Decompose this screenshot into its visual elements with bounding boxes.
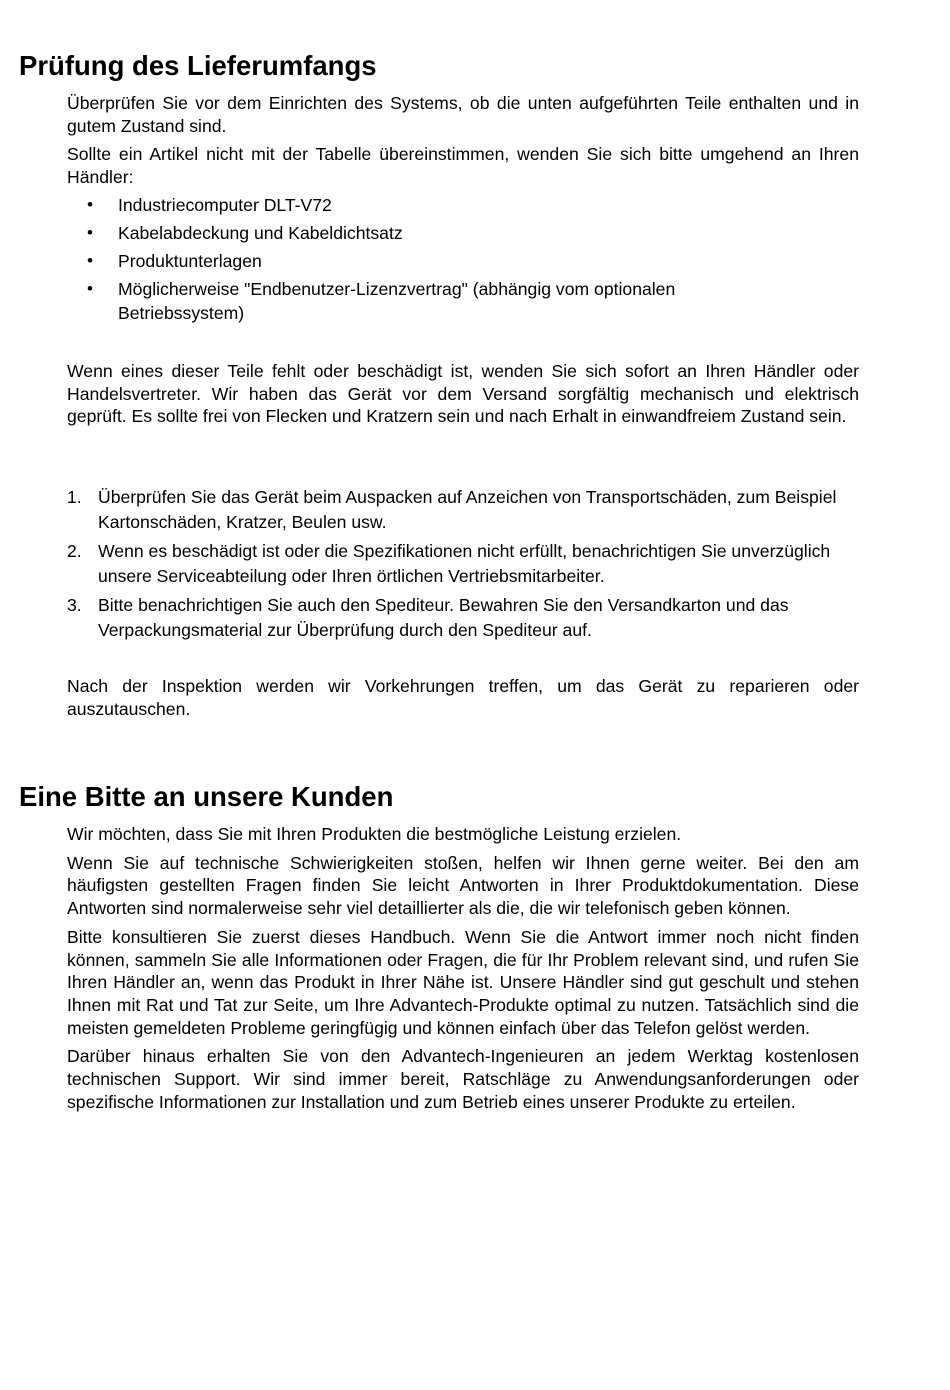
- package-items-list: [67, 193, 859, 326]
- section-title-package-contents: Prüfung des Lieferumfangs: [19, 50, 377, 81]
- body-paragraph: Wir möchten, dass Sie mit Ihren Produkten die bestmögliche Leistung erzielen.: [67, 824, 682, 844]
- bullet-icon: •: [87, 222, 93, 242]
- damage-note-block: [67, 360, 859, 428]
- list-item: 1. Überprüfen Sie das Gerät beim Auspacken auf Anzeichen von Transportschäden, zum Beispiel Kartonschäden, Kratzer, Beulen usw.: [67, 487, 837, 532]
- list-item: • Möglicherweise "Endbenutzer-Lizenzvertrag" (abhängig vom optionalen Betriebssystem): [87, 278, 676, 324]
- bullet-icon: •: [87, 278, 93, 298]
- list-item: 3. Bitte benachrichtigen Sie auch den Spediteur. Bewahren Sie den Versandkarton und das Verpackungsmaterial zur Überprüfung durch den Spediteur auf.: [67, 595, 789, 640]
- steps-list: [67, 485, 859, 642]
- list-item: 2. Wenn es beschädigt ist oder die Spezifikationen nicht erfüllt, benachrichtigen Sie unverzüglich unsere Serviceabteilung oder Ihren örtlichen Vertriebsmitarbeiter.: [67, 541, 831, 586]
- step-number: 2.: [67, 541, 82, 561]
- list-item: • Produktunterlagen: [67, 249, 859, 274]
- list-item: • Kabelabdeckung und Kabeldichtsatz: [67, 221, 859, 246]
- step-number: 3.: [67, 595, 82, 615]
- intro-paragraph: Überprüfen Sie vor dem Einrichten des Systems, ob die unten aufgeführten Teile enthalten und in gutem Zustand sind.: [67, 93, 859, 136]
- body-paragraph: Darüber hinaus erhalten Sie von den Advantech-Ingenieuren an jedem Werktag kostenlosen technischen Support. Wir sind immer bereit, Ratschläge zu Anwendungsanforderungen oder spezifische Informationen zur Installation und zum Betrieb eines unserer Produkte zu erteilen.: [67, 1046, 859, 1112]
- bullet-icon: •: [87, 250, 93, 270]
- step-number: 1.: [67, 487, 82, 507]
- damage-note-paragraph: Wenn eines dieser Teile fehlt oder beschädigt ist, wenden Sie sich sofort an Ihren Händler oder Handelsvertreter. Wir haben das Gerät vor dem Versand sorgfältig mechanisch und elektrisch geprüft. Es sollte frei von Flecken und Kratzern sein und nach Erhalt in einwandfreiem Zustand sein.: [67, 361, 859, 427]
- inspection-steps: [67, 485, 859, 647]
- customer-request-body: [67, 823, 859, 1113]
- body-paragraph: Bitte konsultieren Sie zuerst dieses Handbuch. Wenn Sie die Antwort immer noch nicht finden können, sammeln Sie alle Informationen oder Fragen, die für Ihr Problem relevant sind, und rufen Sie Ihren Händler an, wenn das Produkt in Ihrer Nähe ist. Unsere Händler sind gut geschult und stehen Ihnen mit Rat und Tat zur Seite, um Ihre Advantech-Produkte optimal zu nutzen. Tatsächlich sind die meisten gemeldeten Probleme geringfügig und können einfach über das Telefon gelöst werden.: [67, 926, 859, 1038]
- intro-paragraph: Sollte ein Artikel nicht mit der Tabelle übereinstimmen, wenden Sie sich bitte umgehend an Ihren Händler:: [67, 144, 859, 188]
- body-paragraph: Wenn Sie auf technische Schwierigkeiten stoßen, helfen wir Ihnen gerne weiter. Bei den am häufigsten gestellten Fragen finden Sie leicht Antworten in Ihrer Produktdokumentation. Diese Antworten sind normalerweise sehr viel detaillierter als die, die wir telefonisch geben können.: [67, 852, 859, 919]
- section-title-customer-request: Eine Bitte an unsere Kunden: [19, 781, 394, 812]
- list-item: • Industriecomputer DLT-V72: [67, 193, 859, 218]
- closing-block: [67, 675, 859, 720]
- bullet-icon: •: [87, 194, 93, 214]
- closing-paragraph: Nach der Inspektion werden wir Vorkehrungen treffen, um das Gerät zu reparieren oder auszutauschen.: [67, 676, 859, 719]
- section-intro: [67, 92, 859, 329]
